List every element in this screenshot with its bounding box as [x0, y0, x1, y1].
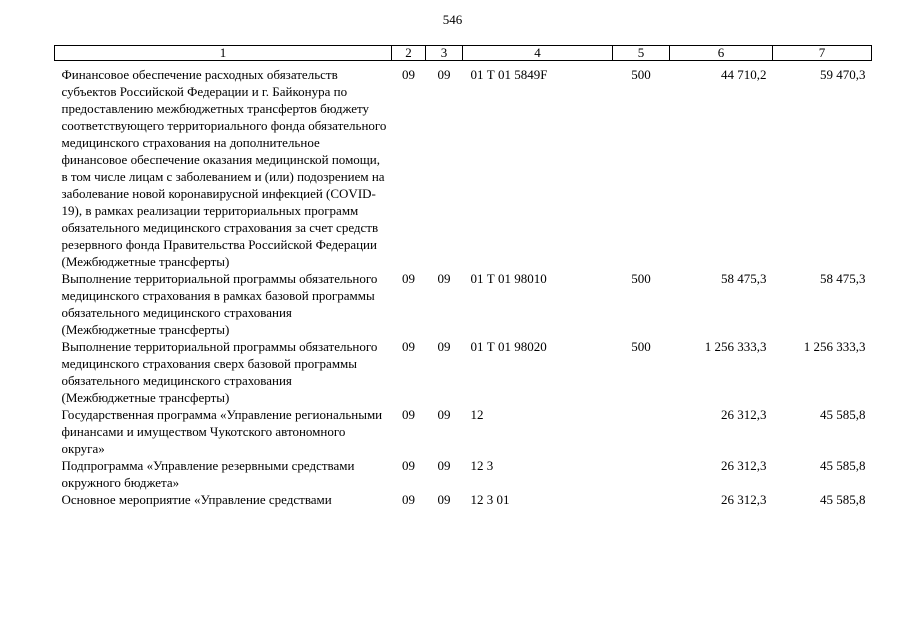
row-amount-2: 45 585,8 [820, 407, 866, 422]
budget-table [54, 45, 872, 508]
row-subsection: 09 [437, 339, 451, 354]
column-header: 1 [55, 46, 392, 61]
row-amount-1: 1 256 333,3 [704, 339, 767, 354]
row-amount-2: 59 470,3 [820, 67, 866, 82]
row-code: 12 3 01 [470, 492, 510, 507]
table-row [55, 406, 872, 457]
column-header: 6 [670, 46, 773, 61]
table-row [55, 338, 872, 406]
row-subsection: 09 [437, 407, 451, 422]
row-name: Основное мероприятие «Управление средствами [61, 492, 332, 507]
row-section: 09 [402, 407, 415, 422]
row-code: 01 Т 01 98020 [470, 339, 547, 354]
row-type [613, 406, 670, 457]
row-code: 01 Т 01 5849F [470, 67, 548, 82]
page-number: 546 [442, 12, 463, 27]
row-type [613, 457, 670, 491]
row-amount-2: 1 256 333,3 [803, 339, 866, 354]
row-name: Выполнение территориальной программы обязательного медицинского страхования в рамках базовой программы обязательного медицинского страхования (Межбюджетные трансферты) [61, 271, 378, 337]
row-subsection: 09 [437, 271, 451, 286]
row-section: 09 [402, 339, 415, 354]
row-section: 09 [402, 67, 415, 82]
row-amount-1: 26 312,3 [721, 492, 767, 507]
column-header: 7 [773, 46, 872, 61]
column-header: 2 [392, 46, 426, 61]
column-header: 3 [426, 46, 463, 61]
row-amount-1: 44 710,2 [721, 67, 767, 82]
row-amount-1: 26 312,3 [721, 407, 767, 422]
table-row [55, 61, 872, 271]
row-name: Государственная программа «Управление региональными финансами и имуществом Чукотского автономного округа» [61, 407, 383, 456]
row-code: 12 [470, 407, 484, 422]
column-header: 5 [613, 46, 670, 61]
row-name: Выполнение территориальной программы обязательного медицинского страхования сверх базовой программы обязательного медицинского страхования (Межбюджетные трансферты) [61, 339, 378, 405]
column-header: 4 [463, 46, 613, 61]
row-amount-1: 26 312,3 [721, 458, 767, 473]
row-subsection: 09 [437, 67, 451, 82]
row-subsection: 09 [437, 458, 451, 473]
row-type: 500 [631, 271, 651, 286]
row-type: 500 [631, 339, 651, 354]
row-name: Подпрограмма «Управление резервными средствами окружного бюджета» [61, 458, 355, 490]
row-amount-2: 45 585,8 [820, 458, 866, 473]
row-amount-2: 45 585,8 [820, 492, 866, 507]
row-name: Финансовое обеспечение расходных обязательств субъектов Российской Федерации и г. Байконура по предоставлению межбюджетных трансфертов бюджету соответствующего территориального фонда обязательного медицинского страхования на дополнительное финансовое обеспечение оказания медицинской помощи, в том числе лицам с заболеванием и (или) подозрением на заболевание новой коронавирусной инфекцией (COVID-19), в рамках реализации территориальных программ обязательного медицинского страхования за счет средств резервного фонда Правительства Российской Федерации (Межбюджетные трансферты) [61, 67, 387, 269]
table-row [55, 491, 872, 508]
row-type: 500 [631, 67, 651, 82]
row-section: 09 [402, 458, 415, 473]
header-row [55, 46, 872, 61]
table-row [55, 270, 872, 338]
row-type [613, 491, 670, 508]
row-code: 01 Т 01 98010 [470, 271, 547, 286]
row-code: 12 3 [470, 458, 494, 473]
row-amount-1: 58 475,3 [721, 271, 767, 286]
row-section: 09 [402, 271, 415, 286]
table-row [55, 457, 872, 491]
row-amount-2: 58 475,3 [820, 271, 866, 286]
row-section: 09 [402, 492, 415, 507]
row-subsection: 09 [437, 492, 451, 507]
